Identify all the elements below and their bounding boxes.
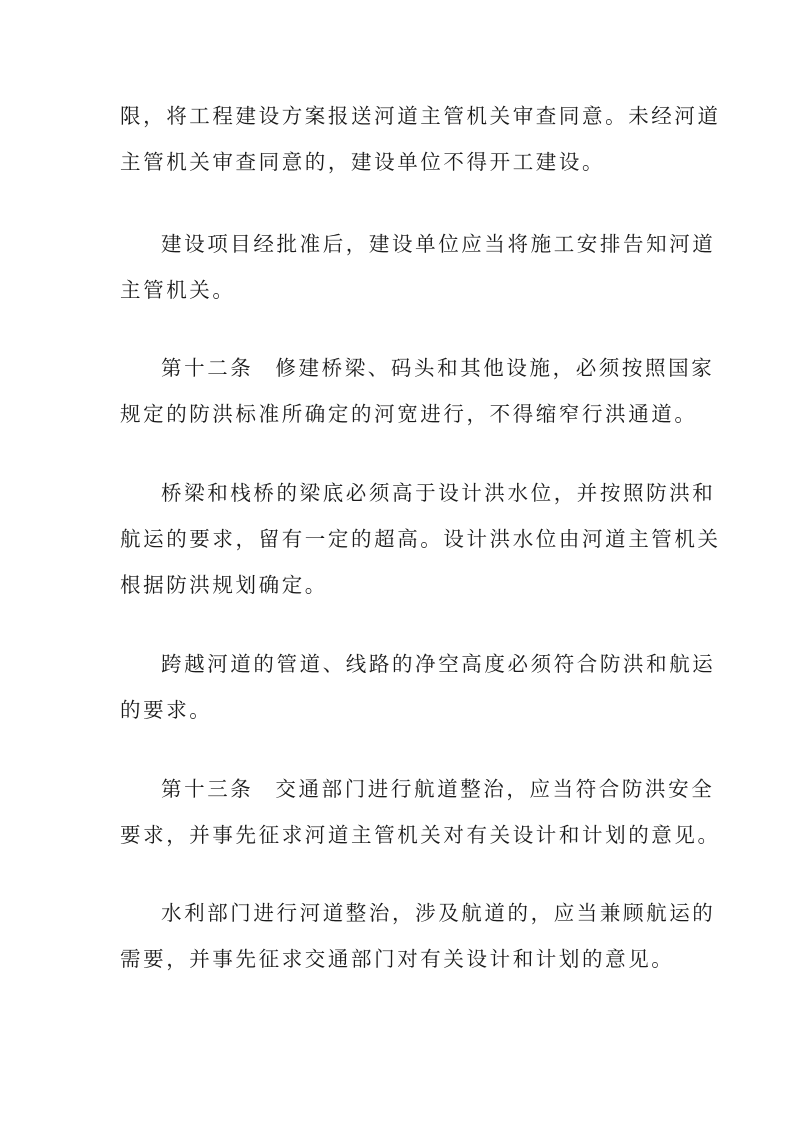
text-line: 规定的防洪标准所确定的河宽进行，不得缩窄行洪通道。 (120, 402, 698, 426)
article-text: 修建桥梁、码头和其他设施，必须按照国家 (275, 356, 715, 380)
paragraph (120, 470, 721, 608)
article-number: 第十二条 (161, 356, 254, 380)
text-line: 水利部门进行河道整治，涉及航道的，应当兼顾航运的 (161, 901, 716, 925)
article-number: 第十三条 (161, 777, 254, 801)
text-line: 需要，并事先征求交通部门对有关设计和计划的意见。 (120, 947, 675, 971)
paragraph (120, 93, 721, 185)
article-paragraph (120, 766, 721, 858)
text-line: 的要求。 (120, 698, 213, 722)
paragraph (120, 221, 716, 313)
paragraph (120, 641, 716, 733)
article-text: 交通部门进行航道整治，应当符合防洪安全 (275, 777, 715, 801)
text-line (120, 345, 715, 391)
paragraph (120, 890, 716, 982)
text-line: 桥梁和栈桥的梁底必须高于设计洪水位，并按照防洪和 (161, 481, 716, 505)
text-line: 主管机关审查同意的，建设单位不得开工建设。 (120, 150, 606, 174)
text-line: 要求，并事先征求河道主管机关对有关设计和计划的意见。 (120, 823, 721, 847)
article-paragraph (120, 345, 715, 437)
text-line: 建设项目经批准后，建设单位应当将施工安排告知河道 (161, 232, 716, 256)
text-line: 根据防洪规划确定。 (120, 573, 328, 597)
text-line: 主管机关。 (120, 278, 236, 302)
text-line: 限，将工程建设方案报送河道主管机关审查同意。未经河道 (120, 104, 721, 128)
text-line: 跨越河道的管道、线路的净空高度必须符合防洪和航运 (161, 652, 716, 676)
text-line: 航运的要求，留有一定的超高。设计洪水位由河道主管机关 (120, 527, 721, 551)
text-line (120, 766, 715, 812)
